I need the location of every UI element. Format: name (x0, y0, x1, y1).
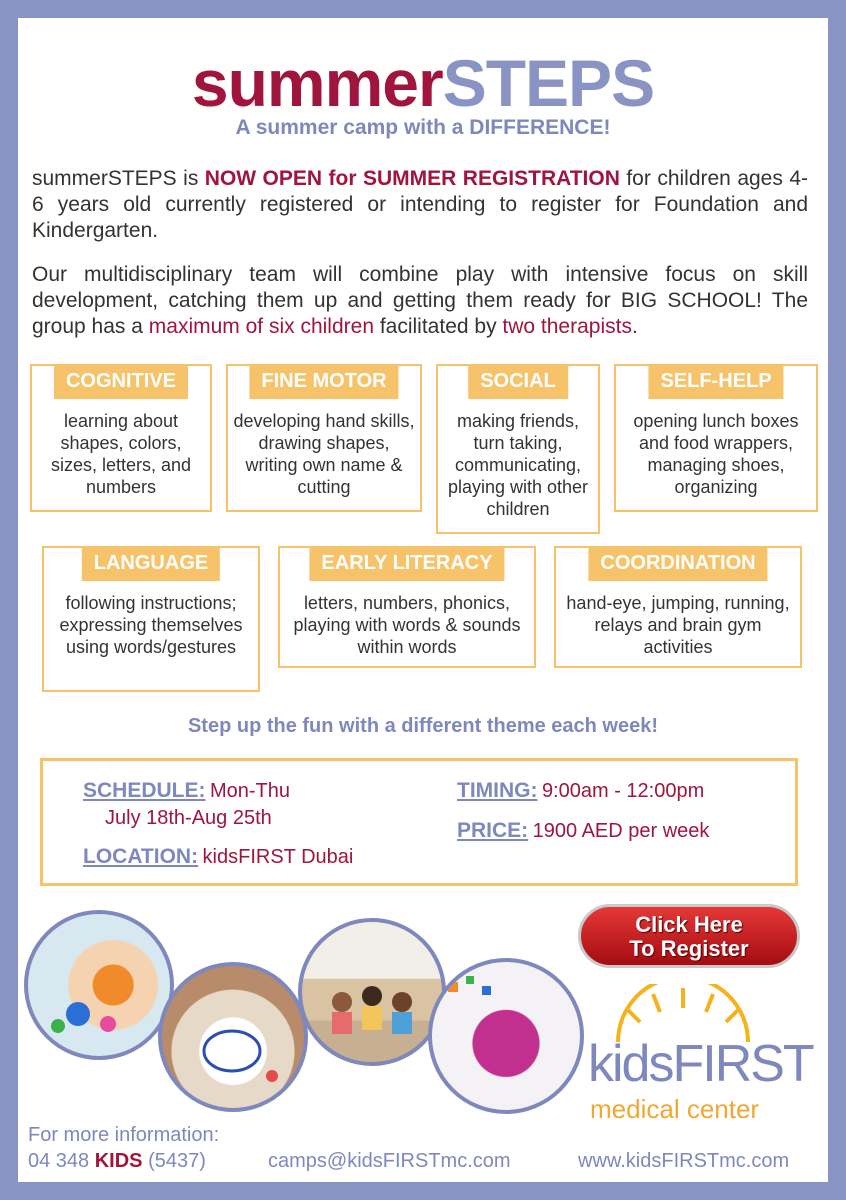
schedule-box (40, 758, 798, 886)
flyer-page (18, 18, 828, 1182)
page-subtitle: A summer camp with a DIFFERENCE! (235, 116, 611, 139)
children-illustration-icon (302, 922, 442, 1062)
photo-classroom (298, 918, 446, 1066)
timing-label: TIMING: (457, 779, 538, 802)
price-line (457, 819, 709, 843)
skill-label: COGNITIVE (54, 364, 188, 399)
skill-description: opening lunch boxes and food wrappers, managing shoes, organizing (633, 411, 799, 497)
skill-card-social (436, 364, 600, 534)
photo-cutting (428, 958, 584, 1114)
drawing-illustration-icon (162, 966, 304, 1108)
intro-paragraph-1: summerSTEPS is NOW OPEN for SUMMER REGISTRATION for children ages 4-6 years old currently registered or intending to register for Foundation and Kindergarten. (32, 167, 808, 242)
schedule-value: Mon-Thu (209, 780, 290, 802)
skill-card-coordination (554, 546, 802, 668)
phone-number[interactable]: 04 348 KIDS (5437) (28, 1150, 206, 1172)
location-value: kidsFIRST Dubai (202, 846, 354, 868)
skill-label: COORDINATION (588, 546, 767, 581)
logo-subtitle: medical center (590, 1094, 760, 1124)
toys-illustration-icon (28, 914, 170, 1056)
photo-toys (24, 910, 174, 1060)
skill-label: SELF-HELP (648, 364, 783, 399)
skill-label: SOCIAL (468, 364, 568, 399)
skill-card-fine-motor (226, 364, 422, 512)
logo-wordmark: kidsFIRST (588, 1035, 813, 1093)
kidsfirst-logo (588, 984, 818, 1134)
skill-description: following instructions; expressing themselves using words/gestures (59, 593, 243, 657)
skill-description: developing hand skills, drawing shapes, writing own name & cutting (233, 411, 415, 497)
cutting-illustration-icon (432, 962, 580, 1110)
website-link[interactable]: www.kidsFIRSTmc.com (578, 1150, 790, 1172)
price-label: PRICE: (457, 819, 529, 842)
schedule-label: SCHEDULE: (83, 779, 206, 802)
skill-label: FINE MOTOR (249, 364, 398, 399)
skill-description: letters, numbers, phonics, playing with words & sounds within words (293, 593, 521, 657)
schedule-line (83, 779, 290, 803)
schedule-dates: July 18th-Aug 25th (105, 807, 272, 829)
location-label: LOCATION: (83, 845, 199, 868)
more-info-label: For more information: (28, 1124, 220, 1146)
skill-card-cognitive (30, 364, 212, 512)
timing-value: 9:00am - 12:00pm (541, 780, 705, 802)
skill-card-early-literacy (278, 546, 536, 668)
skill-label: LANGUAGE (82, 546, 220, 581)
skill-description: learning about shapes, colors, sizes, letters, and numbers (50, 411, 192, 497)
tagline: Step up the fun with a different theme each week! (187, 715, 659, 737)
skill-description: hand-eye, jumping, running, relays and brain gym activities (566, 593, 790, 657)
intro-paragraph-2: Our multidisciplinary team will combine play with intensive focus on skill development, catching them up and getting them ready for BIG SCHOOL! The group has a maximum of six children facilitated by two therapists. (32, 263, 808, 338)
email-link[interactable]: camps@kidsFIRSTmc.com (268, 1150, 511, 1172)
skill-description: making friends, turn taking, communicating, playing with other children (447, 411, 589, 519)
price-value: 1900 AED per week (532, 820, 710, 842)
page-title: summerSTEPS (191, 46, 655, 120)
skill-label: EARLY LITERACY (309, 546, 504, 581)
skill-card-self-help (614, 364, 818, 512)
timing-line (457, 779, 704, 803)
photo-drawing (158, 962, 308, 1112)
register-button[interactable]: Click Here To Register (578, 904, 800, 968)
location-line (83, 845, 353, 869)
skill-card-language (42, 546, 260, 692)
